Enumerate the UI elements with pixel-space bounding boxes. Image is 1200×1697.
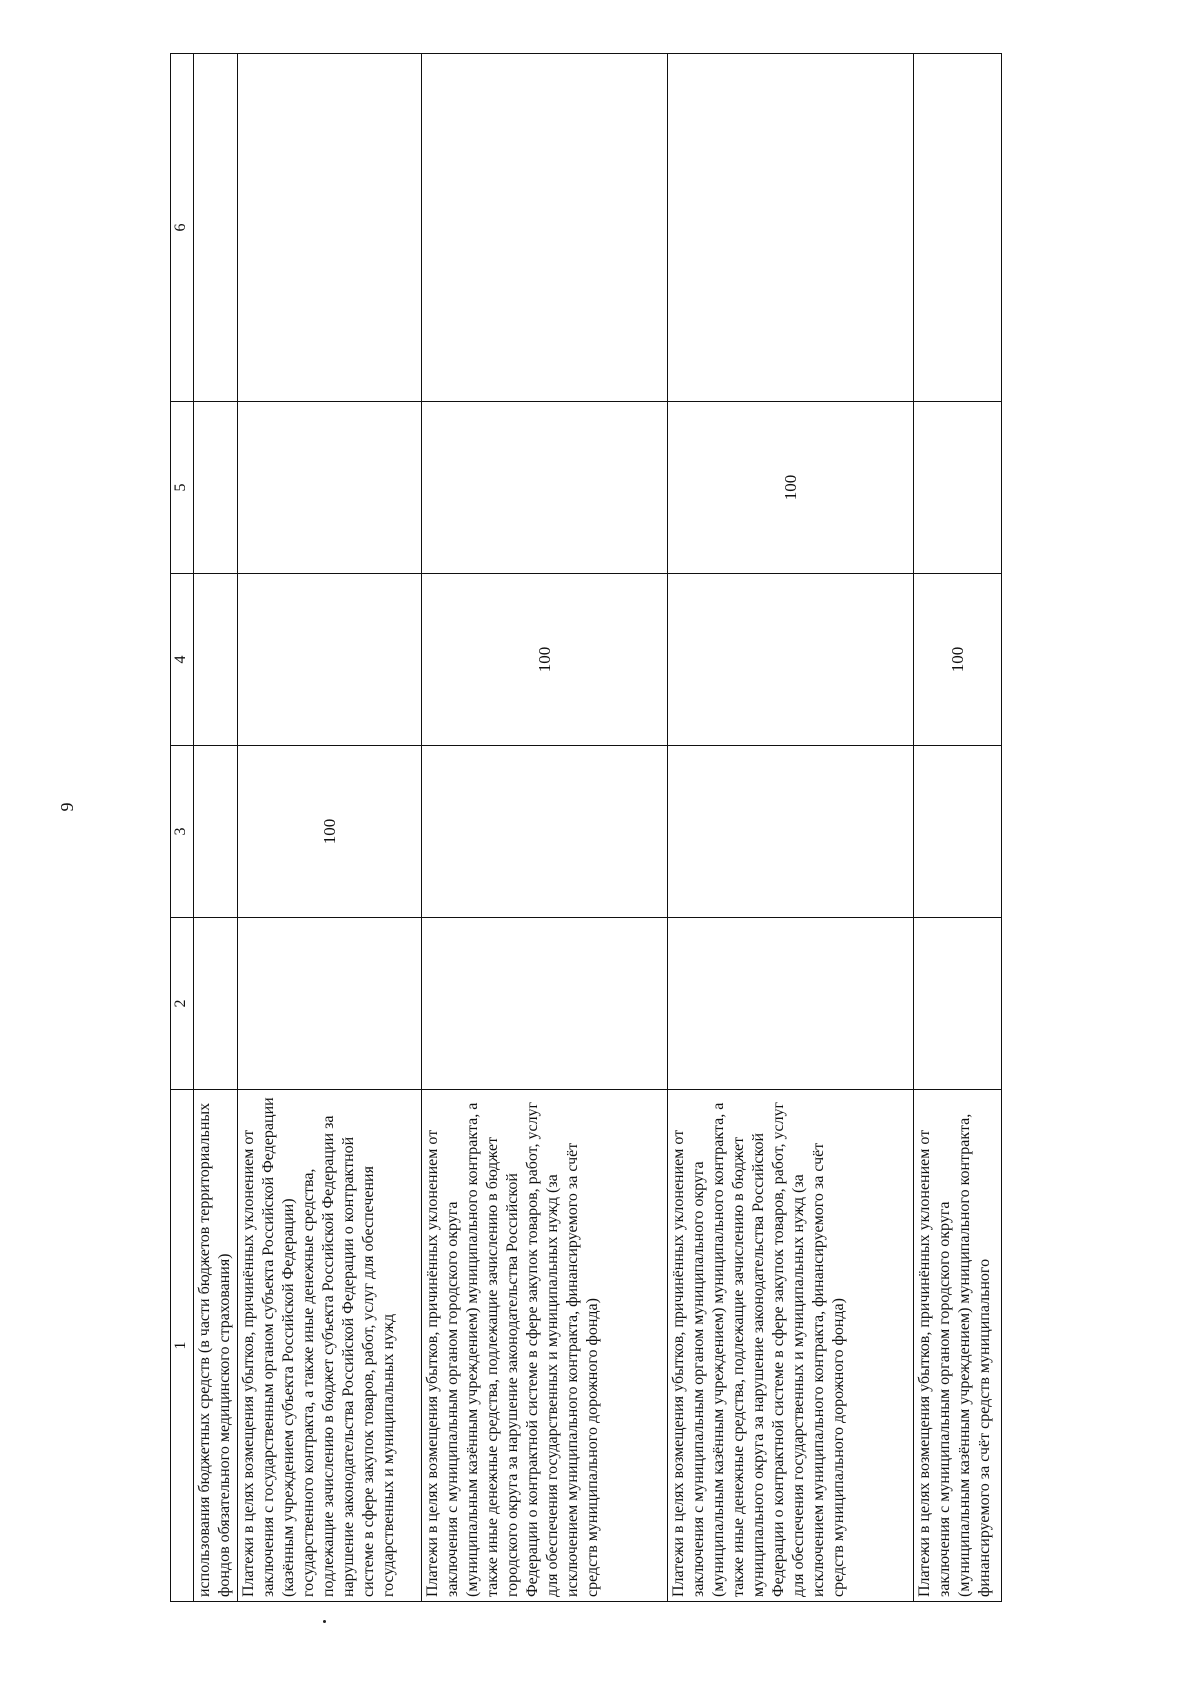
header-cell: 5 (171, 402, 194, 574)
value-cell (668, 918, 914, 1090)
rotated-table-wrapper (170, 54, 1002, 1602)
value-cell (422, 746, 668, 918)
value-cell (668, 574, 914, 746)
row-description: Платежи в целях возмещения убытков, причинённых уклонением от заключения с муниципальным органом городского округа (муниципальным казённым учреждением) муниципального контракта, а также иные денежные средства, подлежащие зачислению в бюджет городского округа за нарушение законодательства Российской Федерации о контрактной системе в сфере закупок товаров, работ, услуг для обеспечения государственных и муниципальных нужд (за исключением муниципального контракта, финансируемого за счёт средств муниципального дорожного фонда) (422, 1090, 668, 1602)
table-row (238, 54, 422, 1602)
header-cell: 2 (171, 918, 194, 1090)
value-cell (194, 402, 238, 574)
value-cell (422, 54, 668, 402)
table-row (422, 54, 668, 1602)
value-cell (238, 402, 422, 574)
value-cell (194, 746, 238, 918)
table-row (914, 54, 1002, 1602)
value-cell: 100 (668, 402, 914, 574)
value-cell: 100 (238, 746, 422, 918)
scan-speck (323, 1620, 326, 1623)
header-cell: 1 (171, 1090, 194, 1602)
value-cell (914, 746, 1002, 918)
value-cell (238, 918, 422, 1090)
row-description: использования бюджетных средств (в части бюджетов территориальных фондов обязательного медицинского страхования) (194, 1090, 238, 1602)
header-cell: 3 (171, 746, 194, 918)
value-cell (238, 574, 422, 746)
value-cell (914, 918, 1002, 1090)
row-description: Платежи в целях возмещения убытков, причинённых уклонением от заключения с муниципальным органом городского округа (муниципальным казённым учреждением) муниципального контракта, финансируемого за счёт средств муниципального (914, 1090, 1002, 1602)
value-cell (194, 54, 238, 402)
value-cell: 100 (914, 574, 1002, 746)
value-cell (422, 402, 668, 574)
value-cell (914, 402, 1002, 574)
value-cell (238, 54, 422, 402)
value-cell (194, 574, 238, 746)
header-cell: 6 (171, 54, 194, 402)
budget-table (170, 53, 1002, 1602)
value-cell (194, 918, 238, 1090)
row-description: Платежи в целях возмещения убытков, причинённых уклонением от заключения с государственным органом субъекта Российской Федерации (казённым учреждением субъекта Российской Федерации) государственного контракта, а также иные денежные средства, подлежащие зачислению в бюджет субъекта Российской Федерации за нарушение законодательства Российской Федерации о контрактной системе в сфере закупок товаров, работ, услуг для обеспечения государственных и муниципальных нужд (238, 1090, 422, 1602)
value-cell (422, 918, 668, 1090)
page-number: 9 (57, 802, 77, 812)
header-cell: 4 (171, 574, 194, 746)
table-row (668, 54, 914, 1602)
value-cell (668, 746, 914, 918)
value-cell (914, 54, 1002, 402)
table-row (194, 54, 238, 1602)
row-description: Платежи в целях возмещения убытков, причинённых уклонением от заключения с муниципальным органом муниципального округа (муниципальным казённым учреждением) муниципального контракта, а также иные денежные средства, подлежащие зачислению в бюджет муниципального округа за нарушение законодательства Российской Федерации о контрактной системе в сфере закупок товаров, работ, услуг для обеспечения государственных и муниципальных нужд (за исключением муниципального контракта, финансируемого за счёт средств муниципального дорожного фонда) (668, 1090, 914, 1602)
value-cell: 100 (422, 574, 668, 746)
header-row (171, 54, 194, 1602)
value-cell (668, 54, 914, 402)
